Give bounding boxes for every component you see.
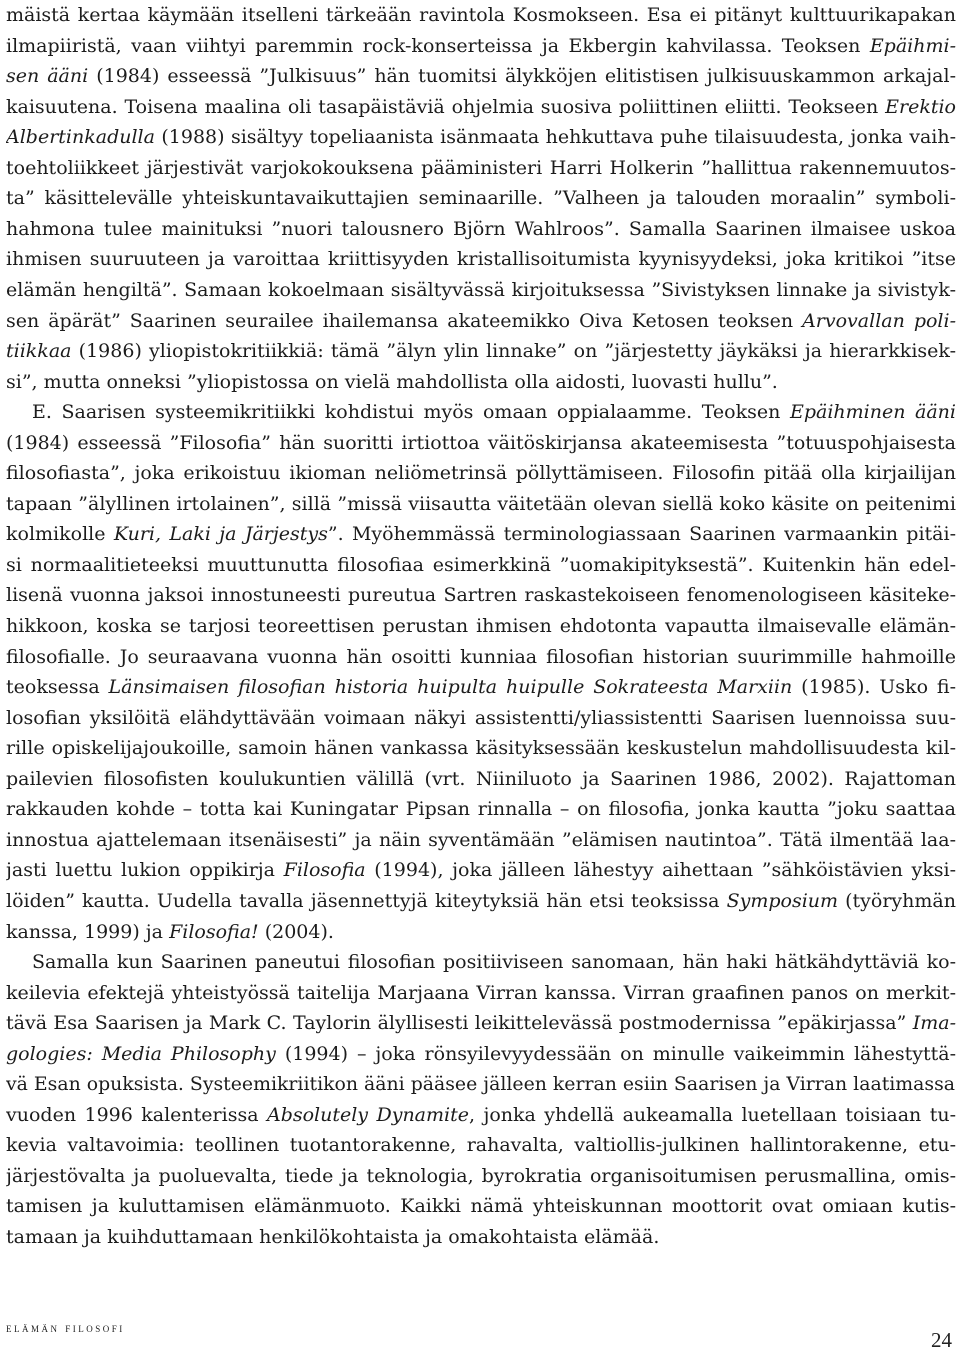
text-run: hahmona tulee mainituksi ”nuori talousnero Björn Wahlroos”. Samalla Saarinen ilmaisee uskoa	[6, 217, 956, 240]
text-run: (työryhmän	[838, 889, 956, 912]
text-run: tamaan ja kuihduttamaan henkilökohtaista ja omakohtaista elämää.	[6, 1226, 660, 1248]
text-line	[6, 458, 956, 488]
text-run: ta” käsittelevälle yhteiskuntavaikuttajien seminaarille. ”Valheen ja talouden moraalin” symboli-	[6, 187, 956, 210]
text-line	[6, 275, 956, 305]
text-line	[6, 61, 956, 91]
text-line	[6, 1069, 956, 1099]
text-run: hikkoon, koska se tarjosi teoreettisen perustan ihmisen ehdotonta vapautta ilmaisevalle elämän-	[6, 615, 956, 637]
text-line	[6, 886, 956, 916]
text-line	[6, 92, 956, 122]
text-run: tävä Esa Saarisen ja Mark C. Taylorin älyllisesti leikittelevässä postmodernissa ”epäkirjassa”	[6, 1012, 913, 1035]
text-line	[6, 611, 956, 641]
italic-title: Länsimaisen filosofian historia huipulta huipulle Sokrateesta Marxiin	[108, 676, 793, 699]
text-line	[6, 672, 956, 702]
text-line	[6, 1100, 956, 1130]
text-run: kolmikolle	[6, 523, 114, 546]
text-run: (2004).	[258, 920, 334, 943]
text-line	[6, 244, 956, 274]
text-run: si”, mutta onneksi ”yliopistossa on vielä mahdollista olla aidosti, luovasti hullu”.	[6, 370, 778, 393]
text-line	[6, 397, 956, 427]
text-run: , jonka yhdellä aukeamalla luetellaan toisiaan tu-	[468, 1103, 956, 1126]
text-line	[6, 947, 956, 977]
journal-title: elämän filosofi	[6, 1320, 125, 1335]
text-run: toehtoliikkeet järjestivät varjokokouksena pääministeri Harri Holkerin ”hallittua rakennemuutos-	[6, 156, 956, 179]
text-run: keilevia efektejä yhteistyössä taitelija Marjaana Virran kanssa. Virran graafinen panos on merkit-	[6, 981, 956, 1004]
text-line	[6, 825, 956, 855]
text-run: filosofialle. Jo seuraavana vuonna hän osoitti kunniaa filosofian historian suurimmille hahmoille	[6, 645, 956, 668]
italic-title: Epäihminen ääni	[789, 401, 956, 424]
text-run: ilmapiiristä, vaan viihtyi paremmin rock-konserteissa ja Ekbergin kahvilassa. Teoksen	[6, 34, 870, 57]
text-line	[6, 306, 956, 336]
text-run: (1985). Usko fi-	[792, 676, 956, 699]
text-line	[6, 1191, 956, 1221]
text-run: vuoden 1996 kalenterissa	[6, 1103, 267, 1126]
text-line	[6, 489, 956, 519]
text-run: elämän hengiltä”. Samaan kokoelmaan sisältyvässä kirjoituksessa ”Sivistyksen linnake ja sivistyk-	[6, 278, 956, 301]
text-line	[6, 31, 956, 61]
italic-title: Arvovallan poli-	[802, 309, 956, 332]
text-line	[6, 367, 956, 397]
text-line	[6, 1130, 956, 1160]
text-line	[6, 183, 956, 213]
italic-title: Erektio	[885, 95, 956, 118]
text-run: tamisen ja kuluttamisen elämänmuoto. Kaikki nämä yhteiskunnan moottorit ovat omiaan kutis-	[6, 1195, 956, 1218]
text-line	[6, 703, 956, 733]
text-line	[6, 153, 956, 183]
text-run: losofian yksilöitä elähdyttävään voimaan näkyi assistentti/yliassistentti Saarisen luennoissa suu-	[6, 706, 956, 729]
italic-title: Symposium	[726, 889, 839, 912]
text-line	[6, 336, 956, 366]
italic-title: sen ääni	[6, 65, 89, 88]
text-run: kaisuutena. Toisena maalina oli tasapäistäviä ohjelmia suosiva poliittinen eliitti. Teokseen	[6, 95, 886, 118]
text-line	[6, 428, 956, 458]
text-run: pailevien filosofisten koulukuntien välillä (vrt. Niiniluoto ja Saarinen 1986, 2002). Rajattoman	[6, 767, 956, 790]
text-line	[6, 0, 956, 30]
text-line	[6, 1039, 956, 1069]
text-run: lisenä vuonna jaksoi innostuneesti pureutua Sartren raskastekoiseen fenomenologiseen käsiteke-	[6, 584, 956, 607]
text-line	[6, 855, 956, 885]
text-run: ”. Myöhemmässä terminologiassaan Saarinen varmaankin pitäi-	[327, 523, 956, 546]
italic-title: Epäihmi-	[869, 34, 956, 57]
text-run: vä Esan opuksista. Systeemikriitikon ääni pääsee jälleen kerran esiin Saarisen ja Virran laatimassa	[6, 1073, 956, 1096]
italic-title: Ima-	[912, 1012, 956, 1035]
italic-title: Filosofia!	[169, 920, 259, 943]
italic-title: Absolutely Dynamite	[266, 1103, 469, 1126]
text-line	[6, 519, 956, 549]
text-run: ihmisen suuruuteen ja varoittaa kriittisyyden kristallisoitumista kyynisyydeksi, joka kritikoi ”itse	[6, 248, 956, 271]
text-line	[6, 214, 956, 244]
text-line	[6, 917, 956, 947]
text-run: järjestövalta ja puoluevalta, tiede ja teknologia, byrokratia organisoitumisen perusmallina, omis-	[6, 1164, 956, 1187]
text-run: jasti luettu lukion oppikirja	[6, 859, 284, 882]
text-run: (1994), joka jälleen lähestyy aihettaan ”sähköistävien yksi-	[365, 859, 956, 882]
text-run: E. Saarisen systeemikritiikki kohdistui myös omaan oppialaamme. Teoksen	[32, 401, 790, 424]
text-line	[6, 1008, 956, 1038]
text-run: Samalla kun Saarinen paneutui filosofian positiiviseen sanomaan, hän haki hätkähdyttäviä ko-	[32, 951, 956, 974]
text-run: (1986) yliopistokritiikkiä: tämä ”älyn ylin linnake” on ”järjestetty jäykäksi ja hierarkkisek-	[71, 340, 956, 363]
text-line	[6, 580, 956, 610]
text-run: (1988) sisältyy topeliaanista isänmaata hehkuttava puhe tilaisuudesta, jonka vaih-	[154, 126, 956, 149]
text-line	[6, 550, 956, 580]
text-run: innostua ajattelemaan itsenäisesti” ja näin syventämään ”elämisen nautintoa”. Tätä ilmentää laa-	[6, 828, 956, 851]
text-run: kanssa, 1999) ja	[6, 920, 170, 943]
italic-title: gologies: Media Philosophy	[6, 1042, 276, 1065]
text-run: mäistä kertaa käymään itselleni tärkeään ravintola Kosmokseen. Esa ei pitänyt kulttuurikapakan	[6, 4, 956, 26]
text-run: teoksessa	[6, 676, 109, 699]
text-line	[6, 764, 956, 794]
text-run: löiden” kautta. Uudella tavalla jäsennettyjä kiteytyksiä hän etsi teoksissa	[6, 889, 727, 912]
text-run: (1994) – joka rönsyilevyydessään on minulle vaikeimmin lähestyttä-	[275, 1042, 956, 1065]
italic-title: Filosofia	[283, 859, 366, 882]
italic-title: tiikkaa	[6, 340, 72, 363]
text-run: si normaalitieteeksi muuttunutta filosofiaa esimerkkinä ”uomakipityksestä”. Kuitenkin hän edel-	[6, 553, 956, 576]
italic-title: Albertinkadulla	[6, 126, 155, 149]
text-run: rille opiskelijajoukoille, samoin hänen vankassa käsityksessään keskustelun mahdollisuudesta kil-	[6, 737, 956, 760]
text-run: tapaan ”älyllinen irtolainen”, sillä ”missä viisautta väitetään olevan siellä koko käsite on peitenimi	[6, 492, 956, 515]
page-number: 24	[931, 1328, 952, 1352]
text-line	[6, 122, 956, 152]
text-run: (1984) esseessä ”Filosofia” hän suoritti irtiottoa väitöskirjansa akateemisesta ”totuuspohjaisesta	[6, 431, 956, 454]
text-line	[6, 642, 956, 672]
text-run: sen äpärät” Saarinen seurailee ihailemansa akateemikko Oiva Ketosen teoksen	[6, 309, 803, 332]
text-run: filosofiasta”, joka erikoistuu ikioman neliömetrinsä pöllyttämiseen. Filosofin pitää olla kirjailijan	[6, 462, 956, 485]
text-line	[6, 1161, 956, 1191]
text-line	[6, 978, 956, 1008]
text-run: rakkauden kohde – totta kai Kuningatar Pipsan rinnalla – on filosofia, jonka kautta ”joku saattaa	[6, 798, 956, 821]
text-run: (1984) esseessä ”Julkisuus” hän tuomitsi älykköjen elitistisen julkisuuskammon arkajal-	[88, 65, 956, 88]
text-line	[6, 794, 956, 824]
text-line	[6, 733, 956, 763]
text-line	[6, 1222, 956, 1252]
text-run: kevia valtavoimia: teollinen tuotantorakenne, rahavalta, valtiollis-julkinen hallintorakenne, etu-	[6, 1134, 956, 1157]
italic-title: Kuri, Laki ja Järjestys	[113, 523, 328, 546]
